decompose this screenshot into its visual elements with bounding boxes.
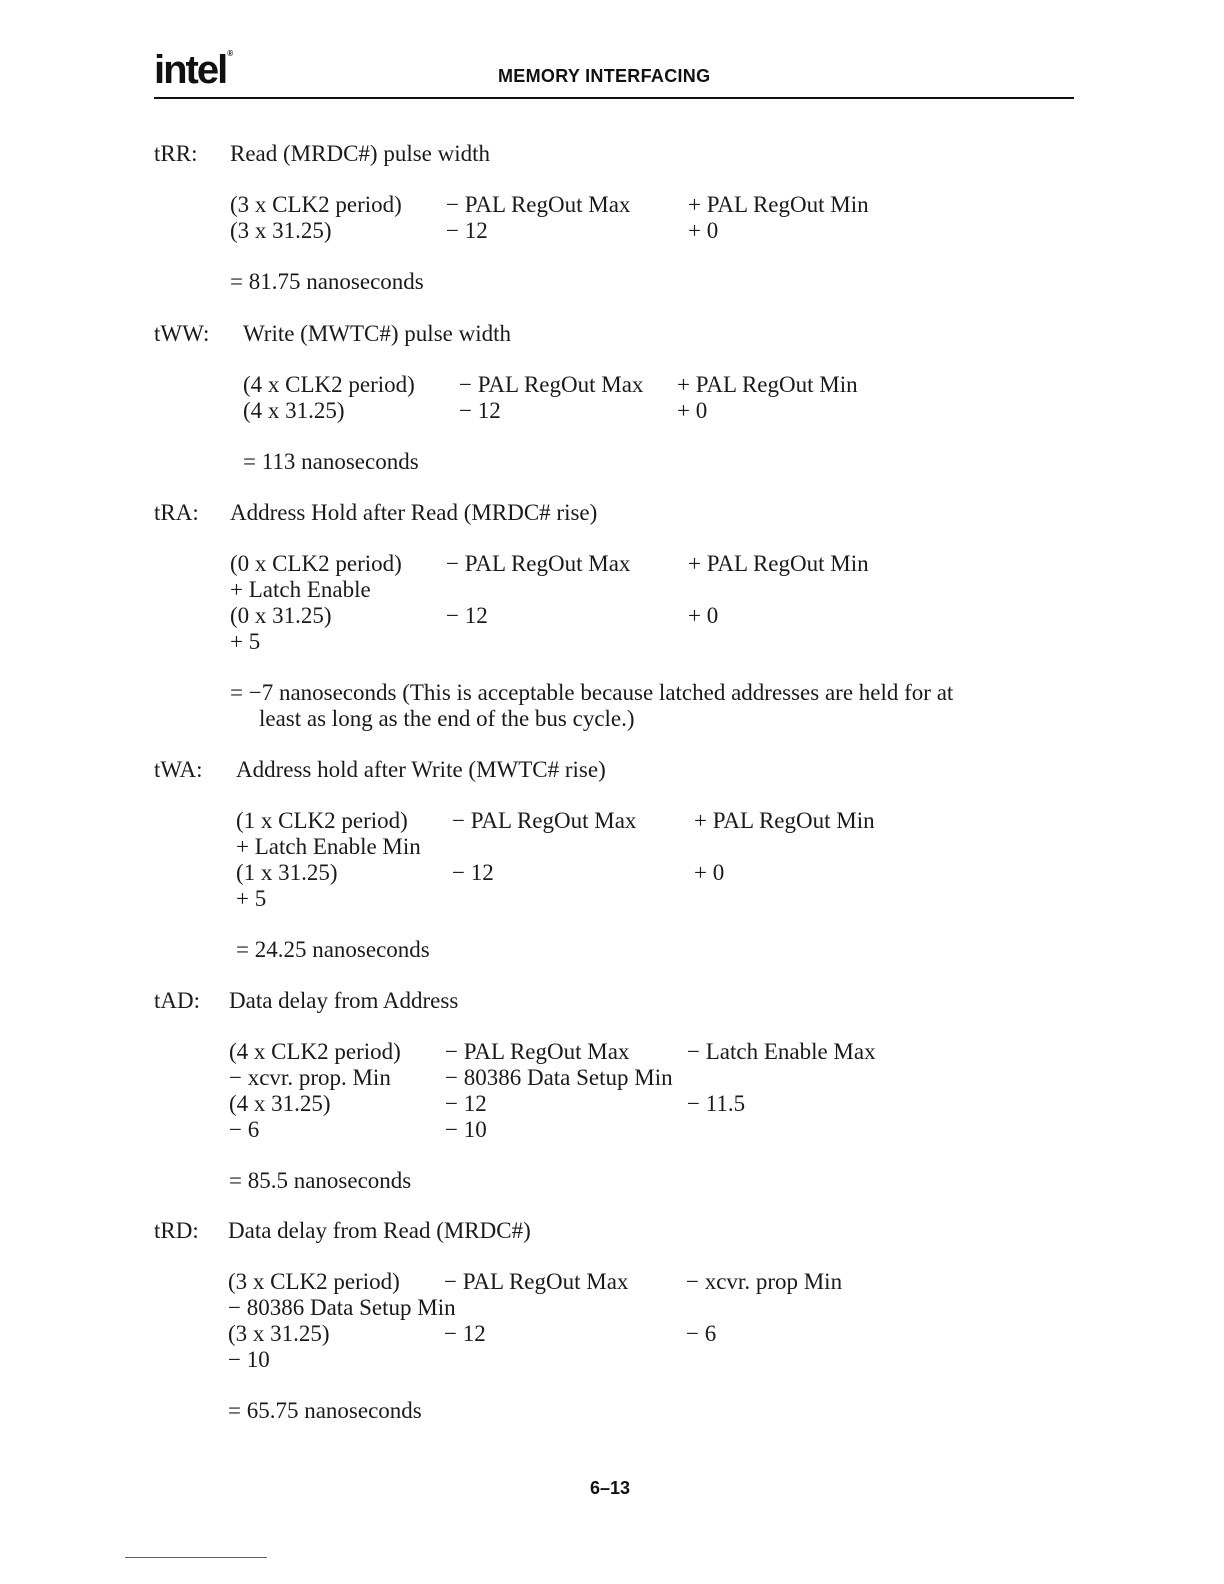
twa-row4-col1: + 5 [236,886,267,911]
tad-row2-col1: − xcvr. prop. Min [229,1065,391,1090]
tra-result-line1: = −7 nanoseconds (This is acceptable because latched addresses are held for at [230,680,954,705]
tad-row1-col1: (4 x CLK2 period) [229,1039,401,1064]
tww-label: tWW: [154,321,210,346]
twa-row1-col1: (1 x CLK2 period) [236,808,408,833]
trr-row2-col1: (3 x 31.25) [230,218,332,243]
twa-title: Address hold after Write (MWTC# rise) [236,757,606,782]
page-header-title: MEMORY INTERFACING [498,66,711,86]
header-divider [154,97,1074,99]
tad-label: tAD: [154,988,200,1013]
tad-row4-col1: − 6 [229,1117,260,1142]
trr-title: Read (MRDC#) pulse width [230,141,491,166]
tra-row3-col2: − 12 [446,603,488,628]
twa-row3-col3: + 0 [694,860,725,885]
twa-row1-col2: − PAL RegOut Max [452,808,637,833]
trr-row1-col1: (3 x CLK2 period) [230,192,402,217]
logo-text: intel [154,48,227,92]
tww-title: Write (MWTC#) pulse width [243,321,511,346]
trr-result: = 81.75 nanoseconds [230,269,424,294]
tra-row4-col1: + 5 [230,629,261,654]
trd-row1-col2: − PAL RegOut Max [444,1269,629,1294]
tra-row3-col1: (0 x 31.25) [230,603,332,628]
trd-row3-col1: (3 x 31.25) [228,1321,330,1346]
trr-row1-col3: + PAL RegOut Min [688,192,869,217]
twa-row3-col1: (1 x 31.25) [236,860,338,885]
tad-row3-col1: (4 x 31.25) [229,1091,331,1116]
trr-row1-col2: − PAL RegOut Max [446,192,631,217]
tww-result: = 113 nanoseconds [243,449,419,474]
tra-row2-col1: + Latch Enable [230,577,371,602]
trd-row4-col1: − 10 [228,1347,270,1372]
trd-row3-col2: − 12 [444,1321,486,1346]
tad-row1-col2: − PAL RegOut Max [445,1039,630,1064]
intel-logo [154,50,231,90]
tra-row3-col3: + 0 [688,603,719,628]
logo-registered-mark: ® [227,49,232,58]
trd-label: tRD: [154,1218,199,1243]
tad-row2-col2: − 80386 Data Setup Min [445,1065,673,1090]
tad-row1-col3: − Latch Enable Max [687,1039,876,1064]
twa-row2-col1: + Latch Enable Min [236,834,421,859]
tra-row1-col1: (0 x CLK2 period) [230,551,402,576]
tra-result-line2: least as long as the end of the bus cycle.) [259,706,635,731]
tww-row2-col3: + 0 [677,398,708,423]
twa-result: = 24.25 nanoseconds [236,937,430,962]
trd-row1-col1: (3 x CLK2 period) [228,1269,400,1294]
tra-title: Address Hold after Read (MRDC# rise) [230,500,598,525]
bottom-edge-line [125,1557,267,1558]
trd-row1-col3: − xcvr. prop Min [686,1269,843,1294]
tww-row1-col1: (4 x CLK2 period) [243,372,415,397]
page-number: 6–13 [590,1478,631,1498]
tra-row1-col2: − PAL RegOut Max [446,551,631,576]
tww-row1-col2: − PAL RegOut Max [459,372,644,397]
tra-label: tRA: [154,500,199,525]
trd-title: Data delay from Read (MRDC#) [228,1218,531,1243]
trr-label: tRR: [154,141,198,166]
trr-row2-col3: + 0 [688,218,719,243]
trr-row2-col2: − 12 [446,218,488,243]
tww-row2-col2: − 12 [459,398,501,423]
twa-label: tWA: [154,757,203,782]
tad-row4-col2: − 10 [445,1117,487,1142]
twa-row1-col3: + PAL RegOut Min [694,808,875,833]
twa-row3-col2: − 12 [452,860,494,885]
tad-title: Data delay from Address [229,988,459,1013]
trd-row2-col1: − 80386 Data Setup Min [228,1295,456,1320]
tww-row2-col1: (4 x 31.25) [243,398,345,423]
tad-row3-col3: − 11.5 [687,1091,746,1116]
tww-row1-col3: + PAL RegOut Min [677,372,858,397]
tad-row3-col2: − 12 [445,1091,487,1116]
tra-row1-col3: + PAL RegOut Min [688,551,869,576]
tad-result: = 85.5 nanoseconds [229,1168,412,1193]
trd-row3-col3: − 6 [686,1321,717,1346]
trd-result: = 65.75 nanoseconds [228,1398,422,1423]
